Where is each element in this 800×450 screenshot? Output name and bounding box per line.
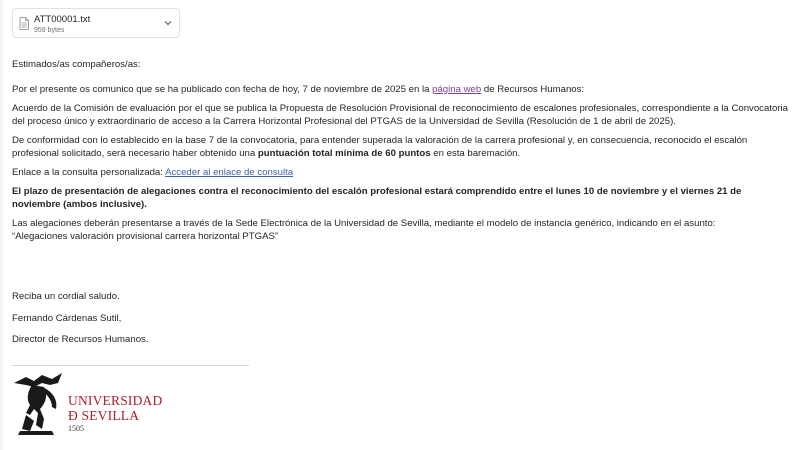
reading-pane-border xyxy=(0,0,3,450)
university-logo xyxy=(12,369,162,439)
university-emblem-icon xyxy=(12,369,64,437)
attachment-filename: ATT00001.txt xyxy=(34,14,91,25)
logo-text-universidad: UNIVERSIDAD xyxy=(68,393,163,408)
email-paragraph-1: Por el presente os comunico que se ha publicado con fecha de hoy, 7 de noviembre de 2025 en la página web de Recursos Humanos: xyxy=(12,84,585,95)
email-greeting: Estimados/as compañeros/as: xyxy=(12,59,141,70)
email-paragraph-3: De conformidad con lo establecido en la base 7 de la convocatoria, para entender superada la valoración de la carrera profesional y, en consecuencia, reconocido el escalón profesional solicitado, será necesario haber obtenido una puntuación total mínima de 60 puntos en esta baremación. xyxy=(12,135,748,159)
email-paragraph-2: Acuerdo de la Comisión de evaluación por el que se publica la Propuesta de Resolución Provisional de reconocimiento de escalones profesionales, correspondiente a la Convocatoria del proceso único y extraordinario de acceso a la Carrera Horizontal Profesional del PTGAS de la Universidad de Sevilla (Resolución de 1 de abril de 2025). xyxy=(12,103,788,127)
text-file-icon xyxy=(19,17,29,30)
email-paragraph-5: El plazo de presentación de alegaciones contra el reconocimiento del escalón profesional estará comprendido entre el lunes 10 de noviembre y el viernes 21 de noviembre (ambos inclusive). xyxy=(12,186,742,210)
minimum-score-text: puntuación total mínima de 60 puntos xyxy=(257,148,431,159)
signer-name: Fernando Cárdenas Sutil, xyxy=(12,313,122,324)
email-body xyxy=(12,58,790,249)
logo-year: 1505 xyxy=(68,424,84,433)
attachment-card[interactable] xyxy=(12,8,180,38)
email-paragraph-6: Las alegaciones deberán presentarse a través de la Sede Electrónica de la Universidad de Sevilla, mediante el modelo de instancia genérico, indicando en el asunto: “Alegaciones valoración provisional carrera horizontal PTGAS” xyxy=(12,218,716,242)
chevron-down-icon[interactable] xyxy=(163,18,173,28)
signer-title: Director de Recursos Humanos. xyxy=(12,334,149,345)
email-paragraph-4: Enlace a la consulta personalizada: Acceder al enlace de consulta xyxy=(12,167,294,178)
logo-text-sevilla: Ð SEVILLA xyxy=(68,408,140,423)
signature-divider xyxy=(12,365,249,366)
web-page-link[interactable]: página web xyxy=(432,84,482,95)
consult-link[interactable]: Acceder al enlace de consulta xyxy=(165,167,294,178)
attachment-size: 959 bytes xyxy=(34,27,65,34)
closing-text: Reciba un cordial saludo. xyxy=(12,291,120,302)
